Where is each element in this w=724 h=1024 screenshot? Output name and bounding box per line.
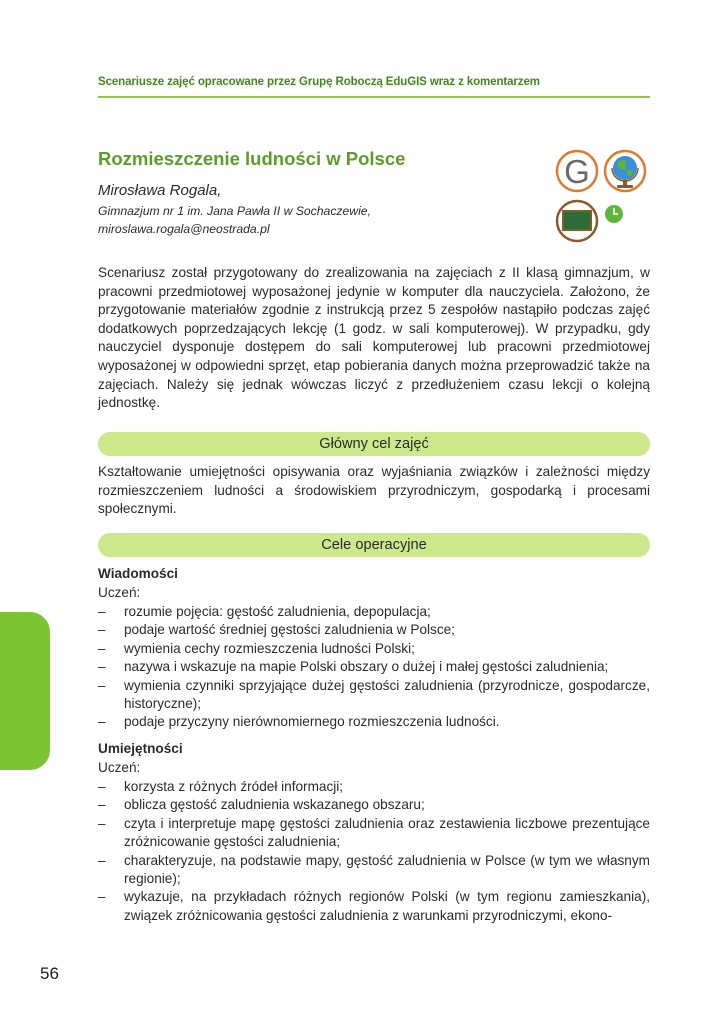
list-dash: – bbox=[98, 659, 106, 675]
skills-heading: Umiejętności bbox=[98, 741, 183, 756]
list-item: – podaje przyczyny nierównomiernego rozmieszczenia ludności. bbox=[98, 713, 650, 731]
intro-paragraph: Scenariusz został przygotowany do zrealizowania na zajęciach z II klasą gimnazjum, w pracowni przedmiotowej wyposażonej jedynie w komputer dla nauczyciela. Założono, że przygotowanie materiałów zgodnie z instrukcją przez 5 zespołów nastąpiło podczas zajęć dodatkowych poprzedzających lekcję (1 godz. w sali komputerowej). W przypadku, gdy nauczyciel dysponuje dostępem do sali komputerowej lub pracowni przedmiotowej wyposażonej w odpowiedni sprzęt, etap pobierania danych można przeprowadzić także na zajęciach. Należy się jednak wówczas liczyć z przedłużeniem czasu lekcji o kolejną jednostkę. bbox=[98, 265, 650, 411]
list-dash: – bbox=[98, 852, 106, 868]
list-dash: – bbox=[98, 677, 106, 693]
list-item: – czyta i interpretuje mapę gęstości zaludnienia oraz zestawienia liczbowe prezentujące zróżnicowanie gęstości zaludnienia; bbox=[98, 815, 650, 850]
author-email[interactable]: miroslawa.rogala@neostrada.pl bbox=[98, 222, 270, 236]
chapter-side-tab bbox=[0, 612, 50, 770]
page-number: 56 bbox=[40, 964, 59, 983]
author-school: Gimnazjum nr 1 im. Jana Pawła II w Sochaczewie, bbox=[98, 204, 371, 218]
list-dash: – bbox=[98, 779, 106, 794]
list-dash: – bbox=[98, 815, 106, 831]
globe-icon bbox=[605, 151, 645, 191]
list-dash: – bbox=[98, 604, 106, 619]
list-dash: – bbox=[98, 889, 106, 905]
lesson-title: Rozmieszczenie ludności w Polsce bbox=[98, 148, 406, 169]
main-goal-text: Kształtowanie umiejętności opisywania oraz wyjaśniania związków i zależności między rozmieszczeniem ludności a środowiskiem przyrodniczym, gospodarką i procesami społecznymi. bbox=[98, 464, 650, 517]
list-item: – wymienia czynniki sprzyjające dużej gęstości zaludnienia (przyrodnicze, gospodarcze, historyczne); bbox=[98, 677, 650, 712]
list-item: – rozumie pojęcia: gęstość zaludnienia, depopulacja; bbox=[98, 603, 650, 621]
knowledge-list bbox=[98, 603, 650, 732]
header-divider bbox=[98, 96, 650, 98]
clock-icon bbox=[605, 205, 623, 223]
list-item: – korzysta z różnych źródeł informacji; bbox=[98, 778, 650, 796]
skills-list bbox=[98, 778, 650, 925]
operational-goals-heading: Cele operacyjne bbox=[98, 533, 650, 557]
list-item: – oblicza gęstość zaludnienia wskazanego obszaru; bbox=[98, 796, 650, 814]
list-dash: – bbox=[98, 714, 106, 730]
list-item: – charakteryzuje, na podstawie mapy, gęstość zaludnienia w Polsce (w tym we własnym regionie); bbox=[98, 852, 650, 887]
geography-g-icon bbox=[557, 151, 597, 191]
list-dash: – bbox=[98, 640, 106, 656]
list-item: – podaje wartość średniej gęstości zaludnienia w Polsce; bbox=[98, 621, 650, 639]
running-header: Scenariusze zajęć opracowane przez Grupę Roboczą EduGIS wraz z komentarzem bbox=[98, 76, 540, 88]
author-name: Mirosława Rogala, bbox=[98, 182, 222, 199]
geography-g-letter: G bbox=[564, 153, 590, 190]
subject-icons bbox=[550, 148, 650, 248]
list-dash: – bbox=[98, 622, 106, 638]
blackboard-icon bbox=[557, 201, 597, 241]
skills-lead: Uczeń: bbox=[98, 760, 141, 775]
list-item: – nazywa i wskazuje na mapie Polski obszary o dużej i małej gęstości zaludnienia; bbox=[98, 658, 650, 676]
knowledge-lead: Uczeń: bbox=[98, 585, 141, 600]
list-item: – wykazuje, na przykładach różnych regionów Polski (w tym regionu zamieszkania), związek zróżnicowania gęstości zaludnienia z warunkami przyrodniczymi, ekono- bbox=[98, 889, 650, 923]
main-goal-heading: Główny cel zajęć bbox=[98, 432, 650, 456]
list-dash: – bbox=[98, 797, 106, 813]
list-item: – wymienia cechy rozmieszczenia ludności Polski; bbox=[98, 640, 650, 658]
knowledge-heading: Wiadomości bbox=[98, 566, 178, 581]
